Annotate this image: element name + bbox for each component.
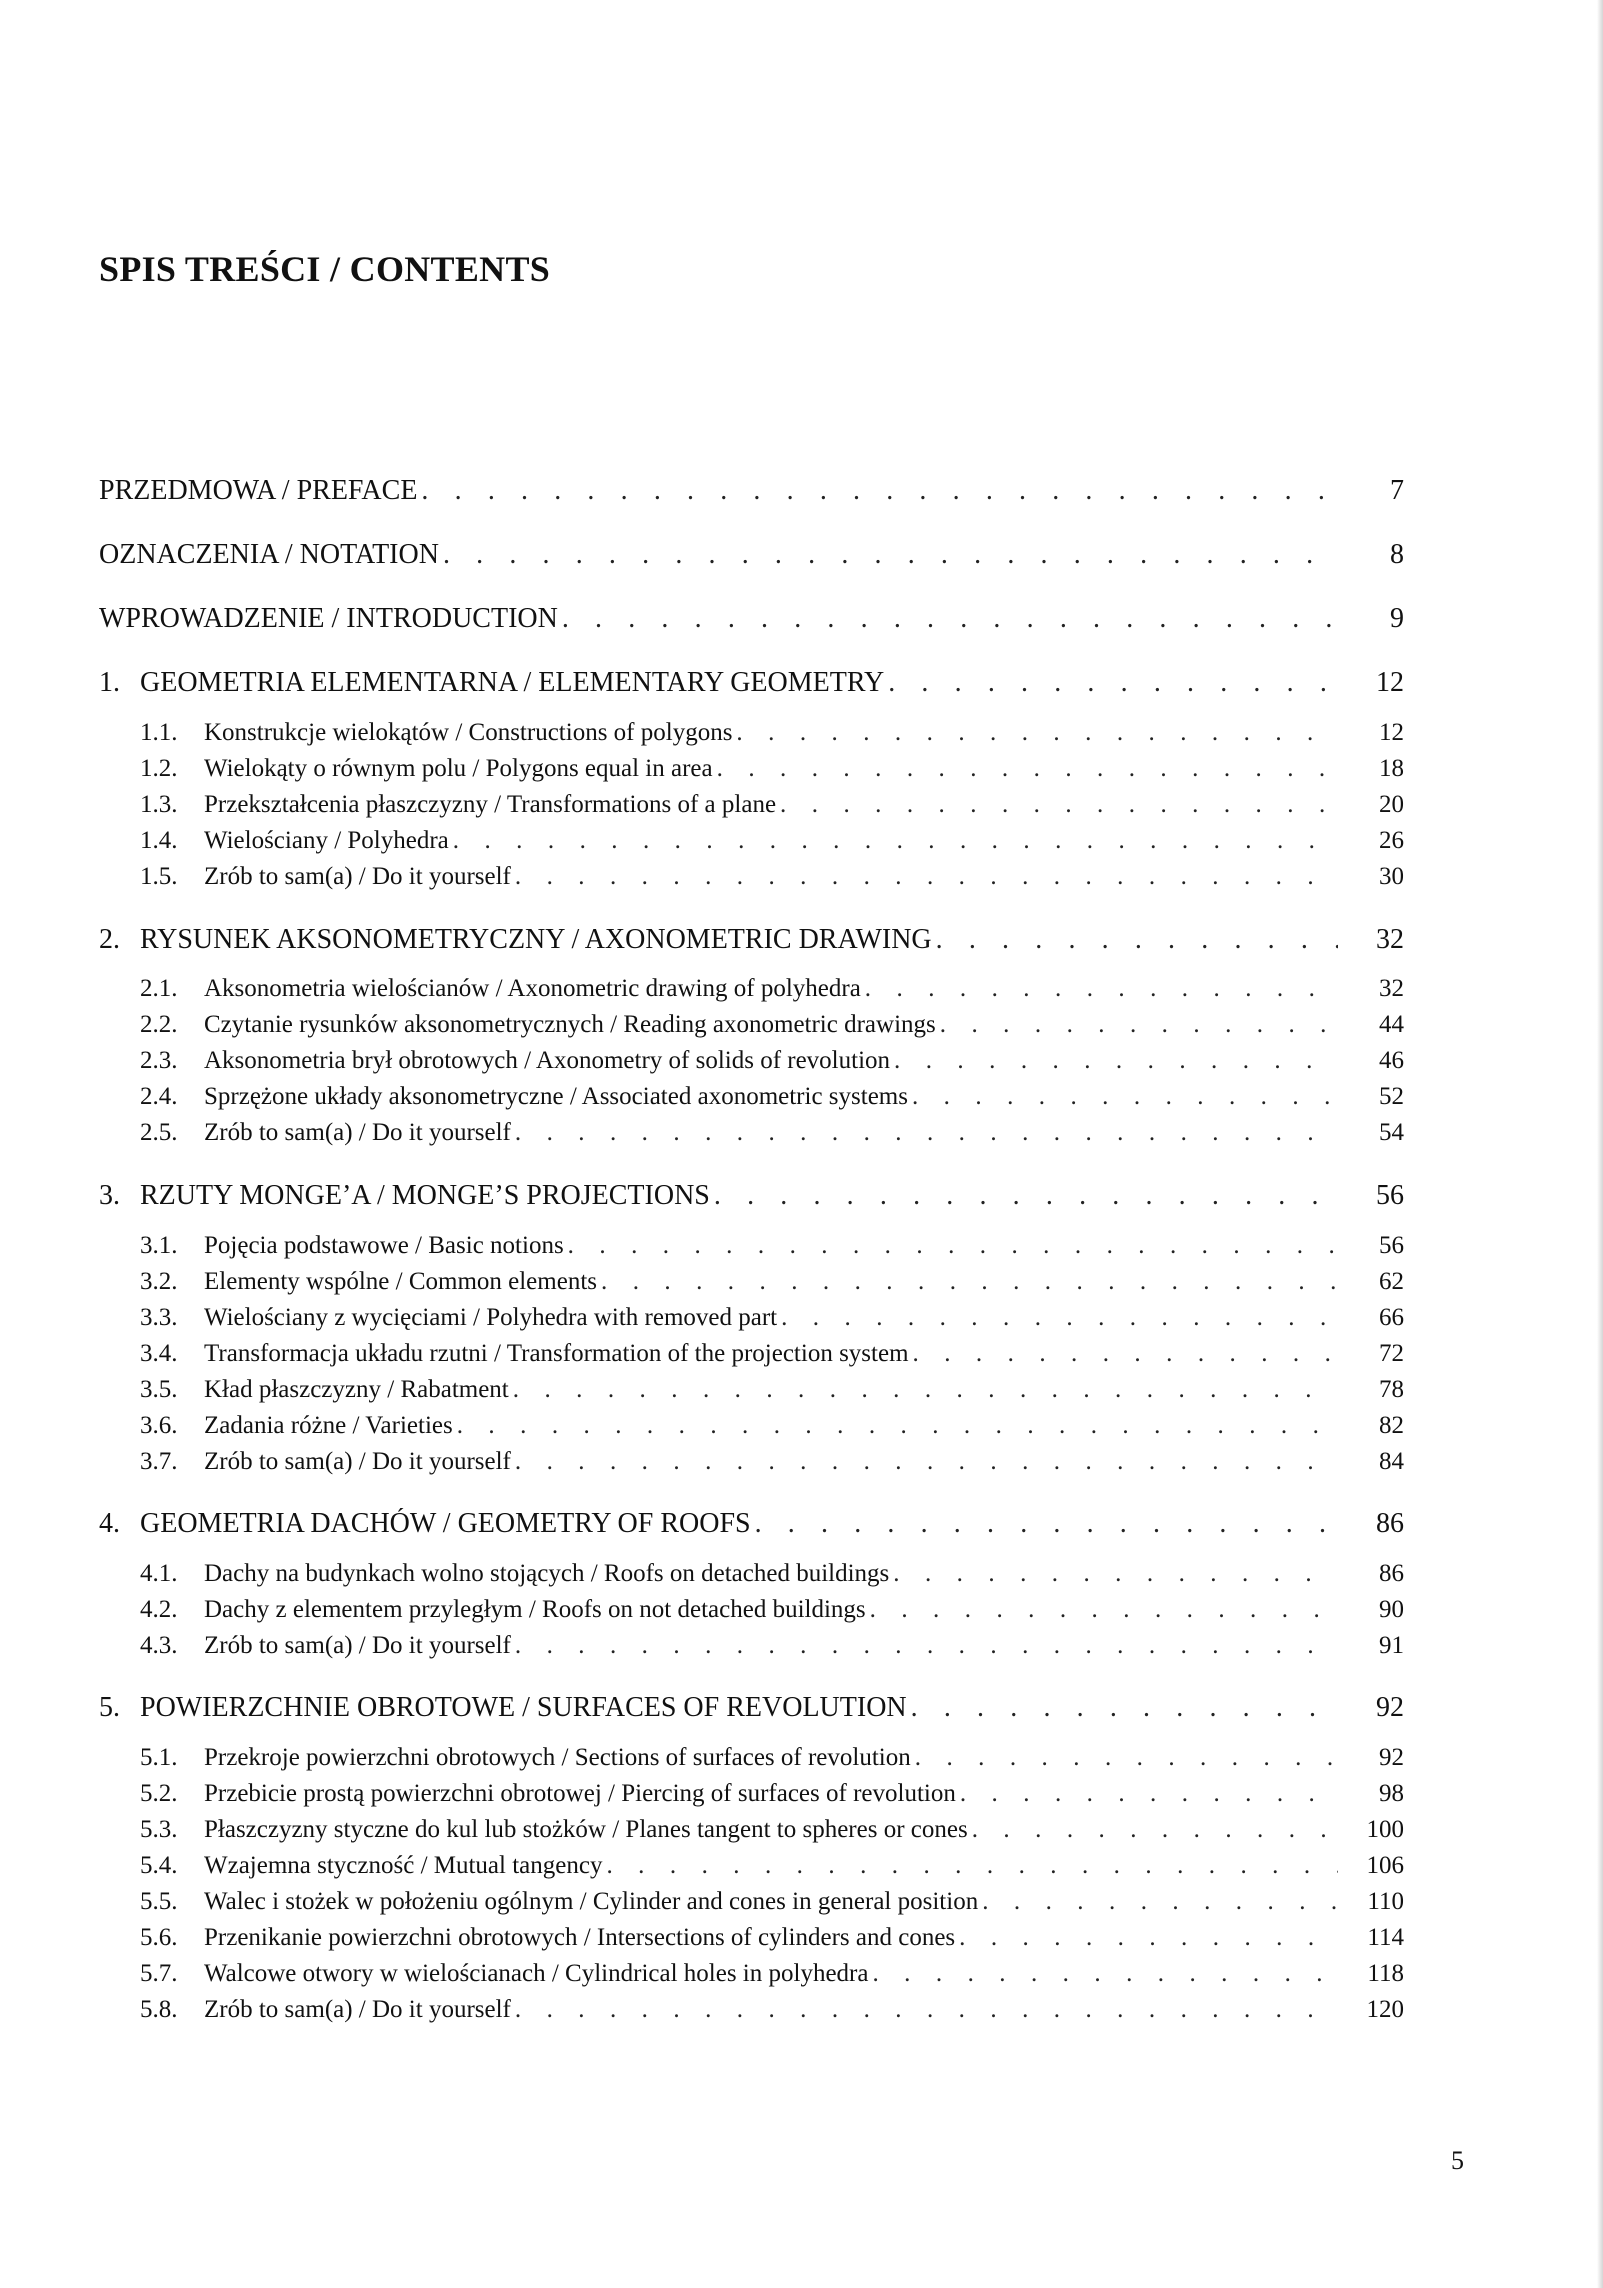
dot-leader [936,924,1338,956]
section-number: 4.1. [140,1560,178,1587]
toc-entry-introduction[interactable] [99,603,1404,635]
entry-page: 9 [1390,603,1404,634]
section-number: 3.5. [140,1376,178,1403]
entry-page: 56 [1379,1232,1404,1259]
section-label: Wielokąty o równym polu / Polygons equal in area [204,755,713,782]
section-number: 1.2. [140,755,178,782]
section-label: Aksonometria brył obrotowych / Axonometry of solids of revolution [204,1047,891,1074]
dot-leader [421,475,1338,507]
toc-section-5-2[interactable] [140,1780,1404,1808]
section-label: Dachy na budynkach wolno stojących / Roofs on detached buildings [204,1560,890,1587]
entry-page: 110 [1367,1888,1404,1915]
toc-chapter-1[interactable] [99,667,1404,699]
section-number: 2.2. [140,1011,178,1038]
dot-leader [982,1888,1338,1916]
dot-leader [515,1632,1338,1660]
section-number: 5.8. [140,1996,178,2023]
dot-leader [443,539,1338,571]
section-label: Wielościany / Polyhedra [204,827,449,854]
section-number: 2.1. [140,975,178,1002]
toc-section-1-2[interactable] [140,755,1404,783]
toc-section-3-5[interactable] [140,1376,1404,1404]
section-label: Zrób to sam(a) / Do it yourself [204,1119,511,1146]
chapter-label: POWIERZCHNIE OBROTOWE / SURFACES OF REVOLUTION [140,1692,907,1723]
dot-leader [912,1083,1338,1111]
section-label: Konstrukcje wielokątów / Constructions of polygons [204,719,733,746]
dot-leader [872,1960,1338,1988]
toc-section-3-1[interactable] [140,1232,1404,1260]
toc-section-5-4[interactable] [140,1852,1404,1880]
toc-section-1-3[interactable] [140,791,1404,819]
entry-page: 86 [1379,1560,1404,1587]
dot-leader [736,719,1338,747]
dot-leader [960,1780,1338,1808]
section-number: 2.5. [140,1119,178,1146]
toc-section-5-1[interactable] [140,1744,1404,1772]
dot-leader [457,1412,1338,1440]
entry-label: PRZEDMOWA / PREFACE [99,475,418,506]
section-number: 4.2. [140,1596,178,1623]
section-number: 3.2. [140,1268,178,1295]
dot-leader [606,1852,1338,1880]
entry-page: 52 [1379,1083,1404,1110]
entry-label: WPROWADZENIE / INTRODUCTION [99,603,558,634]
entry-page: 84 [1379,1448,1404,1475]
dot-leader [515,1119,1338,1147]
section-number: 5.4. [140,1852,178,1879]
section-label: Walec i stożek w położeniu ogólnym / Cylinder and cones in general position [204,1888,979,1915]
dot-leader [515,1996,1338,2024]
dot-leader [717,755,1338,783]
section-label: Płaszczyzny styczne do kul lub stożków / Planes tangent to spheres or cones [204,1816,968,1843]
dot-leader [453,827,1338,855]
entry-page: 92 [1376,1692,1404,1723]
dot-leader [601,1268,1338,1296]
entry-page: 46 [1379,1047,1404,1074]
entry-page: 30 [1379,863,1404,890]
toc-section-1-5[interactable] [140,863,1404,891]
toc-section-5-5[interactable] [140,1888,1404,1916]
section-number: 1.5. [140,863,178,890]
section-label: Transformacja układu rzutni / Transformation of the projection system [204,1340,909,1367]
toc-entry-preface[interactable] [99,475,1404,507]
section-label: Dachy z elementem przyległym / Roofs on not detached buildings [204,1596,866,1623]
dot-leader [562,603,1338,635]
dot-leader [755,1508,1338,1540]
section-label: Elementy wspólne / Common elements [204,1268,597,1295]
section-label: Wzajemna styczność / Mutual tangency [204,1852,603,1879]
dot-leader [894,1047,1338,1075]
dot-leader [714,1180,1338,1212]
entry-page: 62 [1379,1268,1404,1295]
section-label: Przebicie prostą powierzchni obrotowej / Piercing of surfaces of revolution [204,1780,956,1807]
section-label: Kład płaszczyzny / Rabatment [204,1376,509,1403]
dot-leader [940,1011,1338,1039]
section-label: Pojęcia podstawowe / Basic notions [204,1232,564,1259]
section-number: 1.1. [140,719,178,746]
entry-page: 72 [1379,1340,1404,1367]
toc-section-4-1[interactable] [140,1560,1404,1588]
toc-section-3-4[interactable] [140,1340,1404,1368]
toc-section-3-6[interactable] [140,1412,1404,1440]
chapter-number: 3. [99,1180,120,1211]
entry-page: 106 [1366,1852,1404,1879]
toc-section-5-6[interactable] [140,1924,1404,1952]
dot-leader [893,1560,1338,1588]
dot-leader [959,1924,1338,1952]
toc-section-1-4[interactable] [140,827,1404,855]
section-label: Zadania różne / Varieties [204,1412,453,1439]
chapter-number: 2. [99,924,120,955]
entry-page: 56 [1376,1180,1404,1211]
toc-section-1-1[interactable] [140,719,1404,747]
section-label: Zrób to sam(a) / Do it yourself [204,1996,511,2023]
entry-page: 114 [1367,1924,1404,1951]
entry-page: 8 [1390,539,1404,570]
section-number: 2.3. [140,1047,178,1074]
entry-page: 90 [1379,1596,1404,1623]
entry-page: 54 [1379,1119,1404,1146]
entry-page: 118 [1367,1960,1404,1987]
dot-leader [513,1376,1338,1404]
entry-page: 120 [1366,1996,1404,2023]
toc-section-3-3[interactable] [140,1304,1404,1332]
section-number: 1.4. [140,827,178,854]
entry-page: 44 [1379,1011,1404,1038]
section-label: Walcowe otwory w wielościanach / Cylindrical holes in polyhedra [204,1960,869,1987]
section-label: Sprzężone układy aksonometryczne / Associated axonometric systems [204,1083,908,1110]
entry-page: 98 [1379,1780,1404,1807]
entry-page: 32 [1376,924,1404,955]
toc-section-5-7[interactable] [140,1960,1404,1988]
section-number: 3.6. [140,1412,178,1439]
dot-leader [913,1340,1338,1368]
section-label: Przekroje powierzchni obrotowych / Sections of surfaces of revolution [204,1744,911,1771]
section-number: 4.3. [140,1632,178,1659]
chapter-number: 4. [99,1508,120,1539]
dot-leader [911,1692,1338,1724]
entry-page: 18 [1379,755,1404,782]
entry-page: 100 [1366,1816,1404,1843]
entry-page: 92 [1379,1744,1404,1771]
entry-page: 66 [1379,1304,1404,1331]
toc-section-5-8[interactable] [140,1996,1404,2024]
chapter-label: GEOMETRIA ELEMENTARNA / ELEMENTARY GEOMETRY [140,667,885,698]
section-label: Czytanie rysunków aksonometrycznych / Reading axonometric drawings [204,1011,936,1038]
section-number: 3.1. [140,1232,178,1259]
section-number: 5.3. [140,1816,178,1843]
entry-page: 86 [1376,1508,1404,1539]
dot-leader [781,1304,1338,1332]
entry-page: 20 [1379,791,1404,818]
section-number: 5.2. [140,1780,178,1807]
section-number: 5.7. [140,1960,178,1987]
section-number: 5.6. [140,1924,178,1951]
dot-leader [915,1744,1338,1772]
toc-section-4-2[interactable] [140,1596,1404,1624]
section-number: 5.1. [140,1744,178,1771]
toc-section-2-5[interactable] [140,1119,1404,1147]
toc-section-2-1[interactable] [140,975,1404,1003]
dot-leader [870,1596,1338,1624]
section-label: Zrób to sam(a) / Do it yourself [204,863,511,890]
dot-leader [568,1232,1338,1260]
chapter-number: 1. [99,667,120,698]
page-number: 5 [1451,2146,1464,2175]
toc-section-2-2[interactable] [140,1011,1404,1039]
toc-chapter-2[interactable] [99,924,1404,956]
section-number: 2.4. [140,1083,178,1110]
toc-section-3-2[interactable] [140,1268,1404,1296]
toc-section-2-4[interactable] [140,1083,1404,1111]
toc-chapter-5[interactable] [99,1692,1404,1724]
chapter-label: RYSUNEK AKSONOMETRYCZNY / AXONOMETRIC DRAWING [140,924,932,955]
section-number: 5.5. [140,1888,178,1915]
entry-page: 78 [1379,1376,1404,1403]
chapter-label: GEOMETRIA DACHÓW / GEOMETRY OF ROOFS [140,1508,751,1539]
dot-leader [515,863,1338,891]
section-number: 1.3. [140,791,178,818]
dot-leader [865,975,1338,1003]
entry-page: 7 [1390,475,1404,506]
toc-chapter-3[interactable] [99,1180,1404,1212]
section-label: Przekształcenia płaszczyzny / Transformations of a plane [204,791,777,818]
toc-section-2-3[interactable] [140,1047,1404,1075]
section-number: 3.4. [140,1340,178,1367]
dot-leader [780,791,1338,819]
dot-leader [888,667,1338,699]
toc-section-5-3[interactable] [140,1816,1404,1844]
section-label: Aksonometria wielościanów / Axonometric drawing of polyhedra [204,975,861,1002]
chapter-label: RZUTY MONGE’A / MONGE’S PROJECTIONS [140,1180,710,1211]
toc-section-3-7[interactable] [140,1448,1404,1476]
section-label: Zrób to sam(a) / Do it yourself [204,1448,511,1475]
section-label: Przenikanie powierzchni obrotowych / Intersections of cylinders and cones [204,1924,956,1951]
entry-page: 82 [1379,1412,1404,1439]
dot-leader [515,1448,1338,1476]
dot-leader [972,1816,1338,1844]
section-label: Zrób to sam(a) / Do it yourself [204,1632,511,1659]
toc-chapter-4[interactable] [99,1508,1404,1540]
entry-page: 26 [1379,827,1404,854]
section-label: Wielościany z wycięciami / Polyhedra with removed part [204,1304,778,1331]
entry-page: 12 [1376,667,1404,698]
toc-section-4-3[interactable] [140,1632,1404,1660]
chapter-number: 5. [99,1692,120,1723]
page-title: SPIS TREŚCI / CONTENTS [99,249,551,289]
entry-page: 91 [1379,1632,1404,1659]
entry-label: OZNACZENIA / NOTATION [99,539,439,570]
entry-page: 12 [1379,719,1404,746]
section-number: 3.7. [140,1448,178,1475]
entry-page: 32 [1379,975,1404,1002]
section-number: 3.3. [140,1304,178,1331]
toc-entry-notation[interactable] [99,539,1404,571]
